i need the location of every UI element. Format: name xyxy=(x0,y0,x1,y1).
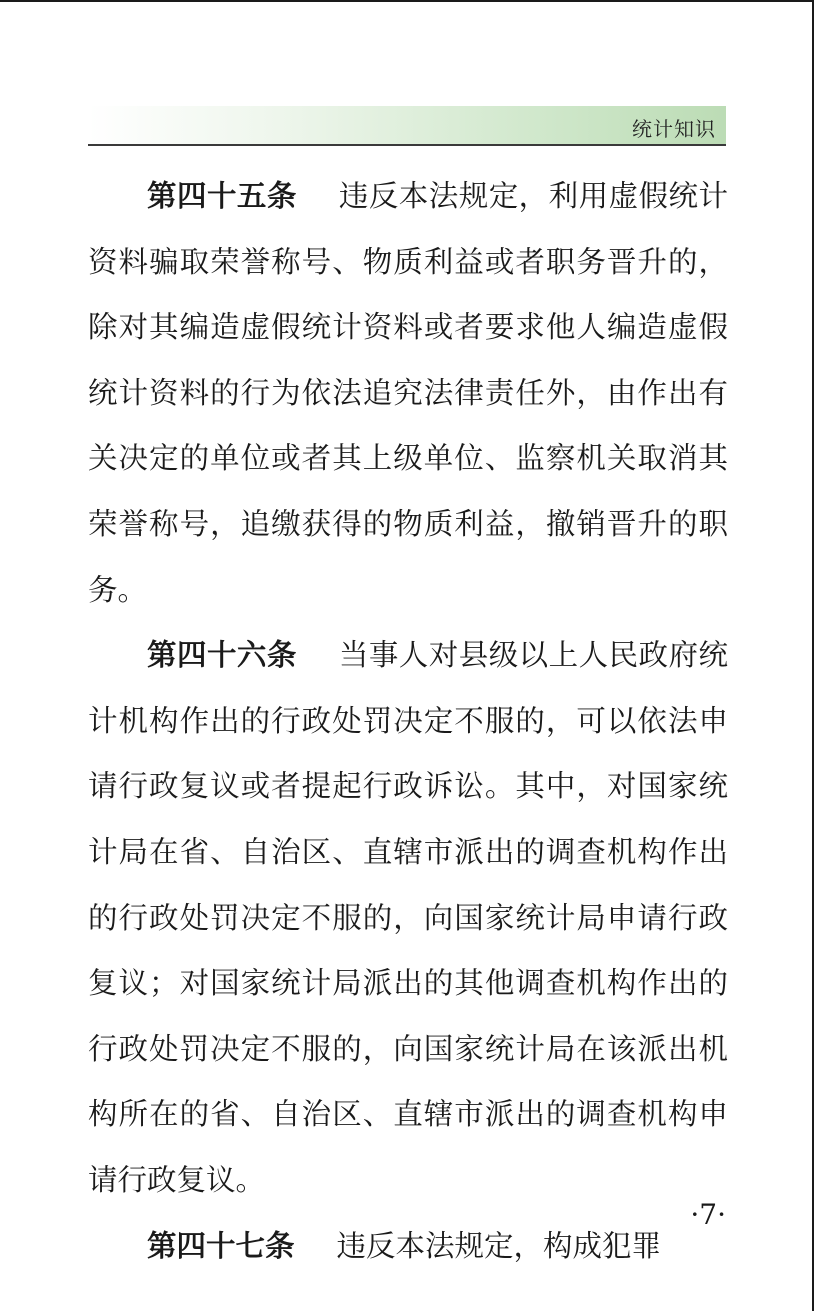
article-title: 第四十五条 xyxy=(147,179,297,213)
article-text: 违反本法规定，构成犯罪 xyxy=(336,1228,662,1263)
article-title: 第四十七条 xyxy=(147,1228,295,1263)
article-46 xyxy=(88,623,728,1213)
article-45 xyxy=(88,164,728,623)
section-header-band xyxy=(88,106,726,146)
article-47 xyxy=(88,1214,728,1280)
section-label: 统计知识 xyxy=(632,117,716,141)
article-title: 第四十六条 xyxy=(147,638,297,673)
article-text: 违反本法规定，利用虚假统计资料骗取荣誉称号、物质利益或者职务晋升的，除对其编造虚假统计资料或者要求他人编造虚假统计资料的行为依法追究法律责任外，由作出有关决定的单位或者其上级单位、监察机关取消其荣誉称号，追缴获得的物质利益，撤销晋升的职务。 xyxy=(88,179,728,607)
page-number: ·7· xyxy=(690,1198,726,1231)
page-body xyxy=(88,164,728,1279)
article-text: 当事人对县级以上人民政府统计机构作出的行政处罚决定不服的，可以依法申请行政复议或者提起行政诉讼。其中，对国家统计局在省、自治区、直辖市派出的调查机构作出的行政处罚决定不服的，向国家统计局申请行政复议；对国家统计局派出的其他调查机构作出的行政处罚决定不服的，向国家统计局在该派出机构所在的省、自治区、直辖市派出的调查机构申请行政复议。 xyxy=(88,638,728,1197)
